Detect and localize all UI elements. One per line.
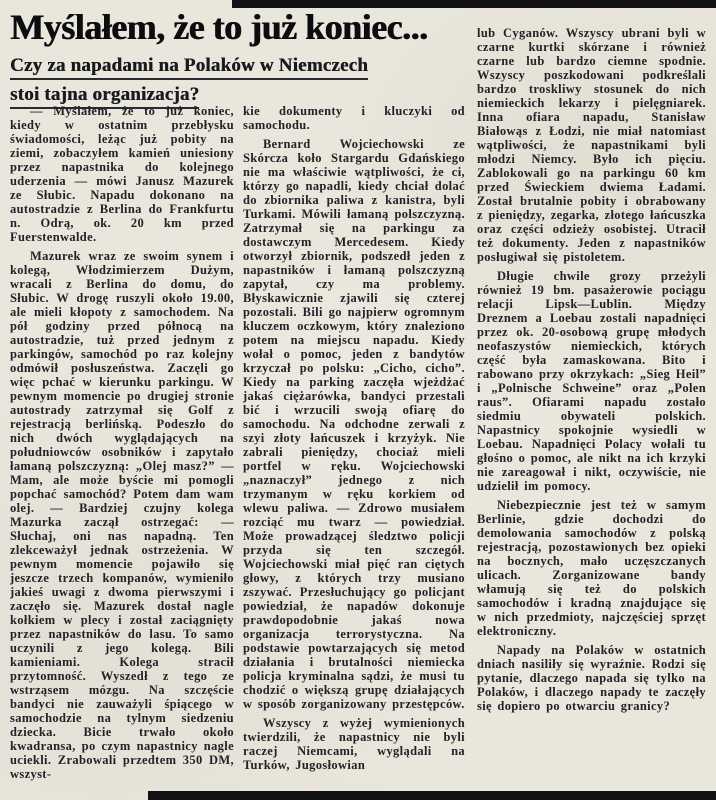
article-paragraph: Długie chwile grozy przeżyli również 19 bm. pasażerowie pociągu relacji Lipsk—Lublin. Między Dreznem a Loebau zostali napadnięci przez ok. 20-osobową grupę młodych neofaszystów niemieckich, których część była zamaskowana. Bito i rabowano przy okrzykach: „Sieg Heil” i „Polnische Schweine” oraz „Polen raus”. Ofiarami napadu zostało siedmiu obywateli polskich. Napastnicy spokojnie wysiedli w Loebau. Napadnięci Polacy wołali tu głośno o pomoc, ale nikt na ich krzyki nie zareagował i nikt, oczywiście, nie udzielił im pomocy.: [477, 269, 706, 493]
article-paragraph: Napady na Polaków w ostatnich dniach nasiliły się wyraźnie. Rodzi się pytanie, dlaczego napada się tylko na Polaków, i dlaczego napady te zaczęły się dopiero po otwarciu granicy?: [477, 643, 706, 713]
article-column-2: [243, 104, 465, 791]
article-title: Myślałem, że to już koniec...: [10, 7, 428, 47]
article-column-1: [10, 104, 234, 791]
article-paragraph: lub Cyganów. Wszyscy ubrani byli w czarne kurtki skórzane i również czarne lub bardzo ciemne spodnie. Wszyscy poszkodowani podkreślali bardzo troskliwy stosunek do nich niemieckich lekarzy i pielęgniarek. Inna ofiara napadu, Stanisław Białowąs z Łodzi, nie miał natomiast wątpliwości, że napastnikami byli młodzi Niemcy. Było ich pięciu. Zablokowali go na parkingu 60 km przed Świeckiem dwiema Ładami. Został brutalnie pobity i obrabowany z pieniędzy, zegarka, złotego łańcuszka oraz części odzieży osobistej. Utracił też dokumenty. Jeden z napastników posługiwał się pistoletem.: [477, 26, 706, 264]
article-paragraph: — Myślałem, że to już koniec, kiedy w ostatnim przebłysku świadomości, leżąc już pobity na ziemi, zobaczyłem kamień uniesiony przez napastnika do kolejnego uderzenia — mówi Janusz Mazurek ze Słubic. Napadu dokonano na autostradzie z Berlina do Frankfurtu n. Odrą, ok. 20 km przed Fuerstenwalde.: [10, 104, 234, 244]
article-paragraph: Niebezpiecznie jest też w samym Berlinie, gdzie dochodzi do demolowania samochodów z polską rejestracją, pozostawionych bez opieki na bocznych, mało uczęszczanych ulicach. Zorganizowane bandy włamują się też do polskich samochodów i kradną znajdujące się w nich przedmioty, najczęściej sprzęt elektroniczny.: [477, 498, 706, 638]
article-column-3: [477, 26, 706, 790]
article-paragraph: Mazurek wraz ze swoim synem i kolegą, Włodzimierzem Dużym, wracali z Berlina do domu, do Słubic. W drogę ruszyli około 19.00, ale mieli kłopoty z samochodem. Na pół godziny przed północą na autostradzie, tuż przed jednym z parkingów, samochód po raz kolejny odmówił posłuszeństwa. Zaczęli go więc pchać w kierunku parkingu. W pewnym momencie po drugiej stronie autostrady zatrzymał się Golf z rejestracją berlińską. Podeszło do nich dwóch wyglądających na południowców osobników i zapytało łamaną polszczyzną: „Olej masz?” — Mam, ale może byście mi pomogli popchać samochód? Potem dam wam olej. — Bardziej czujny kolega Mazurka zaczął ostrzegać: — Słuchaj, oni nas napadną. Ten zlekceważył jednak ostrzeżenia. W pewnym momencie pojawiło się jeszcze trzech kompanów, wymieniło jakieś uwagi z dwoma pierwszymi i zaczęło się. Mazurek dostał nagle kołkiem w plecy i został zaciągnięty przez napastników do lasu. To samo uczynili z jego kolegą. Bili kamieniami. Kolega stracił przytomność. Wyszedł z tego ze wstrząsem mózgu. Na szczęście bandyci nie zauważyli śpiącego w samochodzie na tylnym siedzeniu dziecka. Bicie trwało około kwadransa, po czym napastnicy nagle uciekli. Zrabowali przedtem 350 DM, wszyst-: [10, 249, 234, 781]
article-paragraph: Bernard Wojciechowski ze Skórcza koło Stargardu Gdańskiego nie ma właściwie wątpliwości, że ci, którzy go napadli, kiedy chciał dolać do zbiornika paliwa z kanistra, byli Turkami. Mówili łamaną polszczyzną. Zatrzymał się na parkingu za dostawczym Mercedesem. Kiedy otworzył zbiornik, podszedł jeden z napastników i łamaną polszczyzną zapytał, czy ma problemy. Błyskawicznie zjawili się czterej pozostali. Bili go najpierw ogromnym kluczem oczkowym, który znaleziono potem na miejscu napadu. Kiedy wołał o pomoc, jeden z bandytów krzyczał po polsku: „Cicho, cicho”. Kiedy na parking zaczęła wjeżdżać jakaś ciężarówka, bandyci przestali bić i wrzucili swoją ofiarę do samochodu. Na odchodne zerwali z szyi złoty łańcuszek i krzyżyk. Nie zabrali pieniędzy, chociaż mieli portfel w ręku. Wojciechowski „naznaczył” jednego z nich trzymanym w ręku korkiem od wlewu paliwa. — Zdrowo musiałem rozciąć mu twarz — powiedział. Może prowadzącej śledztwo policji przyda się ten szczegół. Wojciechowski miał pięć ran ciętych głowy, z których trzy musiano zszywać. Przesłuchujący go policjant powiedział, że napadów dokonuje prawdopodobnie jakaś nowa organizacja terrorystyczna. Na podstawie powtarzających się metod działania i brutalności niemiecka policja kryminalna sądzi, że musi tu chodzić o większą grupę działających w sposób zorganizowany przestępców.: [243, 137, 465, 711]
article-header: [10, 6, 488, 113]
article-paragraph: kie dokumenty i kluczyki od samochodu.: [243, 104, 465, 132]
article-paragraph: Wszyscy z wyżej wymienionych twierdzili, że napastnicy nie byli raczej Niemcami, wyglądali na Turków, Jugosłowian: [243, 716, 465, 772]
bottom-rule-bar: [148, 791, 716, 800]
subtitle-line-1: Czy za napadami na Polaków w Niemczech: [10, 55, 368, 80]
subtitle-line-2: stoi tajna organizacja?: [10, 84, 199, 109]
